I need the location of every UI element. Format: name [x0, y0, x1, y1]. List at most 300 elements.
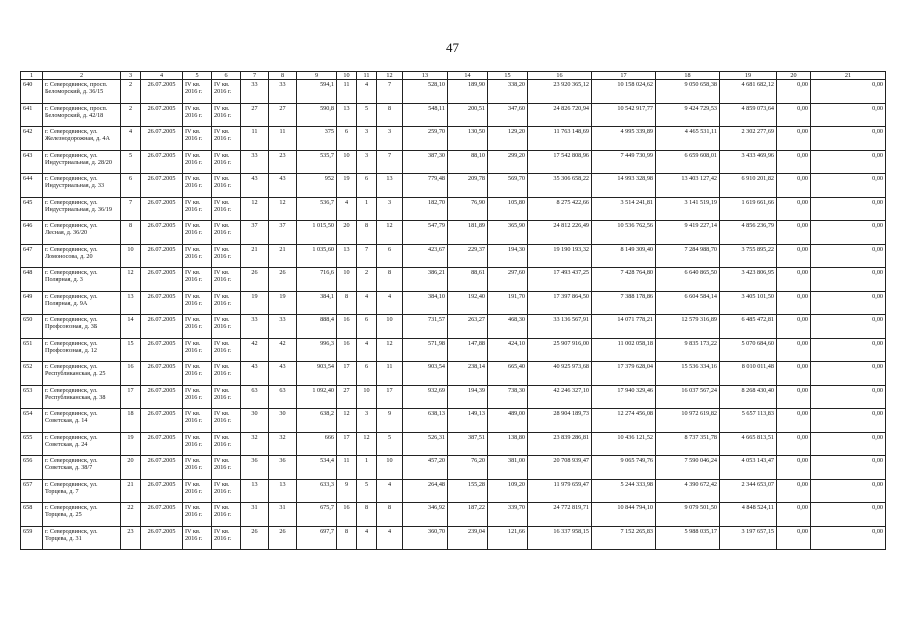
table-cell: IV кв. 2016 г.: [183, 127, 212, 151]
table-cell: 535,7: [297, 150, 337, 174]
table-cell: 384,1: [297, 291, 337, 315]
table-cell: IV кв. 2016 г.: [183, 503, 212, 527]
table-cell: 15: [121, 338, 141, 362]
table-cell: 238,14: [448, 362, 488, 386]
column-number: 8: [269, 72, 297, 80]
table-cell: 13: [377, 174, 403, 198]
table-cell: 23 839 286,81: [528, 432, 592, 456]
table-cell: 645: [21, 197, 43, 221]
table-cell: 138,80: [488, 432, 528, 456]
table-cell: 9 419 227,14: [656, 221, 720, 245]
table-cell: 239,04: [448, 526, 488, 550]
table-cell: 20: [121, 456, 141, 480]
table-cell: IV кв. 2016 г.: [212, 526, 241, 550]
table-cell: 8 275 422,66: [528, 197, 592, 221]
table-cell: IV кв. 2016 г.: [183, 244, 212, 268]
table-cell: IV кв. 2016 г.: [183, 479, 212, 503]
table-cell: 932,69: [403, 385, 448, 409]
table-row: [21, 432, 886, 456]
table-row: [21, 174, 886, 198]
table-cell: 13: [121, 291, 141, 315]
table-row: [21, 150, 886, 174]
table-cell: 3: [357, 150, 377, 174]
table-cell: 0,00: [777, 456, 811, 480]
table-cell: 26.07.2005: [141, 385, 183, 409]
table-cell: 18: [121, 409, 141, 433]
table-row: [21, 503, 886, 527]
table-cell: 347,60: [488, 103, 528, 127]
column-number: 20: [777, 72, 811, 80]
table-cell: 129,20: [488, 127, 528, 151]
table-cell: 641: [21, 103, 43, 127]
table-cell: IV кв. 2016 г.: [183, 315, 212, 339]
table-cell: 36: [269, 456, 297, 480]
table-cell: 5 244 333,98: [592, 479, 656, 503]
table-cell: 779,48: [403, 174, 448, 198]
table-cell: 1 015,50: [297, 221, 337, 245]
table-cell: 0,00: [777, 432, 811, 456]
table-cell: 155,28: [448, 479, 488, 503]
table-cell: 647: [21, 244, 43, 268]
table-cell: 26.07.2005: [141, 221, 183, 245]
table-row: [21, 103, 886, 127]
table-cell: 13: [337, 103, 357, 127]
table-cell: IV кв. 2016 г.: [212, 362, 241, 386]
table-cell: 17 542 808,96: [528, 150, 592, 174]
table-cell: 640: [21, 80, 43, 104]
address-cell: г. Северодвинск, ул. Советская, д. 24: [43, 432, 121, 456]
table-cell: 16 337 958,15: [528, 526, 592, 550]
table-cell: 26: [241, 268, 269, 292]
table-cell: 651: [21, 338, 43, 362]
address-cell: г. Северодвинск, ул. Торцева, д. 31: [43, 526, 121, 550]
table-cell: 20 708 939,47: [528, 456, 592, 480]
table-cell: 903,54: [403, 362, 448, 386]
table-cell: 590,8: [297, 103, 337, 127]
table-cell: 30: [269, 409, 297, 433]
table-cell: 13: [337, 244, 357, 268]
table-cell: 0,00: [811, 362, 886, 386]
table-cell: 27: [337, 385, 357, 409]
table-cell: 10 436 121,52: [592, 432, 656, 456]
table-cell: 21: [269, 244, 297, 268]
table-cell: 8: [337, 291, 357, 315]
table-cell: 0,00: [777, 150, 811, 174]
table-cell: 27: [241, 103, 269, 127]
table-cell: 0,00: [777, 197, 811, 221]
table-cell: 338,20: [488, 80, 528, 104]
table-cell: IV кв. 2016 г.: [212, 174, 241, 198]
table-cell: 8 010 011,48: [720, 362, 777, 386]
column-number: 15: [488, 72, 528, 80]
table-cell: 3: [377, 197, 403, 221]
table-cell: 6 485 472,81: [720, 315, 777, 339]
table-cell: 8 737 351,78: [656, 432, 720, 456]
table-cell: 42: [269, 338, 297, 362]
table-cell: 12: [377, 338, 403, 362]
table-cell: 888,4: [297, 315, 337, 339]
table-cell: 11: [241, 127, 269, 151]
table-cell: 6 640 865,50: [656, 268, 720, 292]
table-cell: 17: [337, 432, 357, 456]
table-cell: 26: [269, 526, 297, 550]
table-cell: 13 403 127,42: [656, 174, 720, 198]
table-cell: 14 993 328,98: [592, 174, 656, 198]
table-cell: 4 681 682,12: [720, 80, 777, 104]
table-cell: 8: [377, 268, 403, 292]
table-cell: 105,80: [488, 197, 528, 221]
table-cell: 8: [377, 503, 403, 527]
table-cell: 19: [241, 291, 269, 315]
table-cell: 0,00: [777, 479, 811, 503]
table-cell: 209,78: [448, 174, 488, 198]
address-cell: г. Северодвинск, просп. Беломорский, д. 42/18: [43, 103, 121, 127]
table-row: [21, 244, 886, 268]
table-row: [21, 221, 886, 245]
table-cell: 650: [21, 315, 43, 339]
table-cell: 903,54: [297, 362, 337, 386]
table-cell: 0,00: [777, 221, 811, 245]
table-cell: 23: [121, 526, 141, 550]
column-number: 11: [357, 72, 377, 80]
table-cell: 457,20: [403, 456, 448, 480]
table-cell: 656: [21, 456, 43, 480]
table-cell: 33: [269, 80, 297, 104]
table-cell: 76,90: [448, 197, 488, 221]
table-cell: 12: [269, 197, 297, 221]
table-cell: 16 037 567,24: [656, 385, 720, 409]
table-cell: 9 050 658,38: [656, 80, 720, 104]
table-cell: 19: [337, 174, 357, 198]
table-cell: 424,10: [488, 338, 528, 362]
table-cell: 264,48: [403, 479, 448, 503]
table-row: [21, 80, 886, 104]
table-cell: 26: [241, 526, 269, 550]
table-cell: 644: [21, 174, 43, 198]
table-cell: 594,1: [297, 80, 337, 104]
table-cell: 10 844 794,10: [592, 503, 656, 527]
table-cell: 20: [337, 221, 357, 245]
table-cell: IV кв. 2016 г.: [212, 338, 241, 362]
table-cell: 37: [241, 221, 269, 245]
table-cell: 1 035,60: [297, 244, 337, 268]
table-cell: 4 465 531,11: [656, 127, 720, 151]
table-cell: 0,00: [811, 174, 886, 198]
table-cell: 4 848 524,11: [720, 503, 777, 527]
table-cell: 4: [377, 479, 403, 503]
table-cell: 8 268 430,40: [720, 385, 777, 409]
table-cell: 37: [269, 221, 297, 245]
table-cell: 299,20: [488, 150, 528, 174]
table-cell: 43: [269, 174, 297, 198]
table-cell: 7 428 764,80: [592, 268, 656, 292]
table-cell: 26.07.2005: [141, 291, 183, 315]
table-cell: 386,21: [403, 268, 448, 292]
table-cell: 489,00: [488, 409, 528, 433]
table-cell: 10: [377, 456, 403, 480]
table-cell: 3 755 895,22: [720, 244, 777, 268]
table-row: [21, 338, 886, 362]
table-cell: 63: [269, 385, 297, 409]
table-cell: IV кв. 2016 г.: [212, 456, 241, 480]
column-number: 5: [183, 72, 212, 80]
table-cell: 6: [357, 315, 377, 339]
address-cell: г. Северодвинск, ул. Лесная, д. 36/20: [43, 221, 121, 245]
table-cell: IV кв. 2016 г.: [183, 80, 212, 104]
table-cell: 88,61: [448, 268, 488, 292]
table-cell: 121,66: [488, 526, 528, 550]
table-cell: IV кв. 2016 г.: [183, 150, 212, 174]
page-number: 47: [446, 40, 459, 55]
table-cell: 0,00: [811, 338, 886, 362]
table-cell: 26: [269, 268, 297, 292]
table-cell: 17 397 864,50: [528, 291, 592, 315]
table-cell: 3 405 101,50: [720, 291, 777, 315]
housing-register-table: [20, 71, 886, 550]
table-cell: 642: [21, 127, 43, 151]
table-cell: 4 665 813,51: [720, 432, 777, 456]
table-cell: IV кв. 2016 г.: [212, 315, 241, 339]
table-cell: 3 423 806,95: [720, 268, 777, 292]
table-cell: 5: [357, 103, 377, 127]
table-cell: 697,7: [297, 526, 337, 550]
table-cell: 6: [357, 362, 377, 386]
table-cell: 21: [121, 479, 141, 503]
table-cell: 23: [269, 150, 297, 174]
table-cell: IV кв. 2016 г.: [212, 409, 241, 433]
table-cell: 1: [357, 456, 377, 480]
table-cell: 468,30: [488, 315, 528, 339]
table-cell: 9: [377, 409, 403, 433]
table-cell: IV кв. 2016 г.: [183, 385, 212, 409]
table-cell: 0,00: [811, 127, 886, 151]
table-cell: 26.07.2005: [141, 503, 183, 527]
table-cell: 2 344 653,07: [720, 479, 777, 503]
table-cell: 14 071 778,21: [592, 315, 656, 339]
table-cell: IV кв. 2016 г.: [212, 221, 241, 245]
column-number: 2: [43, 72, 121, 80]
table-cell: 9 424 729,53: [656, 103, 720, 127]
table-cell: 9 079 501,50: [656, 503, 720, 527]
address-cell: г. Северодвинск, ул. Советская, д. 14: [43, 409, 121, 433]
table-cell: 30: [241, 409, 269, 433]
table-cell: 0,00: [811, 385, 886, 409]
table-cell: IV кв. 2016 г.: [212, 291, 241, 315]
table-cell: IV кв. 2016 г.: [212, 268, 241, 292]
table-row: [21, 315, 886, 339]
table-cell: 263,27: [448, 315, 488, 339]
table-cell: 534,4: [297, 456, 337, 480]
address-cell: г. Северодвинск, ул. Индустриальная, д. 28/20: [43, 150, 121, 174]
table-cell: 11: [337, 80, 357, 104]
table-cell: 652: [21, 362, 43, 386]
table-cell: 6: [377, 244, 403, 268]
table-cell: 665,40: [488, 362, 528, 386]
table-cell: 387,30: [403, 150, 448, 174]
table-cell: 0,00: [811, 456, 886, 480]
table-cell: 0,00: [777, 409, 811, 433]
table-cell: 43: [269, 362, 297, 386]
table-cell: 17: [337, 362, 357, 386]
table-row: [21, 456, 886, 480]
table-cell: 149,13: [448, 409, 488, 433]
table-cell: 0,00: [811, 197, 886, 221]
table-cell: 17 379 628,04: [592, 362, 656, 386]
table-cell: 25 907 916,00: [528, 338, 592, 362]
column-number: 6: [212, 72, 241, 80]
table-cell: 10: [377, 315, 403, 339]
table-cell: 4 995 339,89: [592, 127, 656, 151]
table-cell: 6: [337, 127, 357, 151]
table-cell: 675,7: [297, 503, 337, 527]
table-cell: 11 763 148,69: [528, 127, 592, 151]
table-cell: 22: [121, 503, 141, 527]
table-cell: 7 590 046,24: [656, 456, 720, 480]
table-cell: 4 390 672,42: [656, 479, 720, 503]
table-cell: 5: [121, 150, 141, 174]
table-cell: 26.07.2005: [141, 338, 183, 362]
address-cell: г. Северодвинск, ул. Республиканская, д. 25: [43, 362, 121, 386]
table-cell: 10: [337, 268, 357, 292]
table-cell: 43: [241, 362, 269, 386]
table-cell: 194,39: [448, 385, 488, 409]
table-cell: IV кв. 2016 г.: [183, 103, 212, 127]
table-cell: 42: [241, 338, 269, 362]
table-cell: 182,70: [403, 197, 448, 221]
table-cell: 0,00: [811, 221, 886, 245]
table-cell: 109,20: [488, 479, 528, 503]
table-cell: 5: [377, 432, 403, 456]
table-cell: 339,70: [488, 503, 528, 527]
column-number: 13: [403, 72, 448, 80]
table-cell: 952: [297, 174, 337, 198]
table-cell: 26.07.2005: [141, 80, 183, 104]
table-cell: 6 659 608,01: [656, 150, 720, 174]
table-cell: 7: [357, 244, 377, 268]
table-cell: IV кв. 2016 г.: [183, 526, 212, 550]
table-cell: 6 604 584,14: [656, 291, 720, 315]
column-number: 17: [592, 72, 656, 80]
table-cell: 21: [241, 244, 269, 268]
table-row: [21, 197, 886, 221]
table-cell: 547,79: [403, 221, 448, 245]
table-cell: 28 904 189,73: [528, 409, 592, 433]
table-cell: 0,00: [777, 80, 811, 104]
address-cell: г. Северодвинск, ул. Индустриальная, д. 33: [43, 174, 121, 198]
table-cell: 7: [377, 80, 403, 104]
table-cell: 3 514 241,81: [592, 197, 656, 221]
table-cell: 9 835 173,22: [656, 338, 720, 362]
table-cell: 13: [269, 479, 297, 503]
column-number: 4: [141, 72, 183, 80]
table-cell: 27: [269, 103, 297, 127]
table-cell: 657: [21, 479, 43, 503]
table-cell: 0,00: [811, 409, 886, 433]
table-cell: 11 002 058,18: [592, 338, 656, 362]
table-cell: 26.07.2005: [141, 432, 183, 456]
table-cell: 26.07.2005: [141, 456, 183, 480]
table-cell: 8: [121, 221, 141, 245]
table-row: [21, 479, 886, 503]
table-cell: 5 657 113,83: [720, 409, 777, 433]
column-number: 18: [656, 72, 720, 80]
table-cell: IV кв. 2016 г.: [183, 338, 212, 362]
table-cell: 0,00: [777, 127, 811, 151]
table-cell: 4 859 073,64: [720, 103, 777, 127]
table-cell: 11: [337, 456, 357, 480]
table-cell: 12 579 316,89: [656, 315, 720, 339]
column-number: 16: [528, 72, 592, 80]
table-cell: 716,6: [297, 268, 337, 292]
table-cell: 2: [121, 103, 141, 127]
table-cell: IV кв. 2016 г.: [183, 221, 212, 245]
table-cell: 7: [121, 197, 141, 221]
table-cell: 192,40: [448, 291, 488, 315]
table-cell: 1 092,40: [297, 385, 337, 409]
table-cell: 0,00: [811, 432, 886, 456]
table-cell: 536,7: [297, 197, 337, 221]
table-cell: 387,51: [448, 432, 488, 456]
table-cell: 24 812 226,49: [528, 221, 592, 245]
table-cell: 731,57: [403, 315, 448, 339]
table-cell: 130,50: [448, 127, 488, 151]
table-cell: 4: [121, 127, 141, 151]
table-cell: 384,10: [403, 291, 448, 315]
table-cell: IV кв. 2016 г.: [212, 127, 241, 151]
table-cell: 0,00: [811, 526, 886, 550]
table-cell: 0,00: [777, 315, 811, 339]
table-cell: 17: [121, 385, 141, 409]
table-cell: 1: [357, 197, 377, 221]
column-number: 19: [720, 72, 777, 80]
table-cell: 7 388 178,86: [592, 291, 656, 315]
table-cell: 5: [357, 479, 377, 503]
table-cell: 0,00: [777, 174, 811, 198]
table-cell: 0,00: [777, 103, 811, 127]
column-number: 7: [241, 72, 269, 80]
table-cell: 16: [337, 315, 357, 339]
table-cell: 4: [357, 80, 377, 104]
address-cell: г. Северодвинск, ул. Торцева, д. 7: [43, 479, 121, 503]
table-cell: 10 536 762,56: [592, 221, 656, 245]
table-cell: 2 302 277,69: [720, 127, 777, 151]
table-cell: 3: [357, 409, 377, 433]
table-cell: 381,00: [488, 456, 528, 480]
table-cell: 36: [241, 456, 269, 480]
table-cell: 76,20: [448, 456, 488, 480]
table-cell: IV кв. 2016 г.: [183, 174, 212, 198]
address-cell: г. Северодвинск, ул. Республиканская, д. 38: [43, 385, 121, 409]
table-cell: 5 988 035,17: [656, 526, 720, 550]
table-cell: 0,00: [777, 503, 811, 527]
table-cell: 181,89: [448, 221, 488, 245]
table-cell: 88,10: [448, 150, 488, 174]
column-number: 3: [121, 72, 141, 80]
table-cell: 11 979 659,47: [528, 479, 592, 503]
table-cell: 346,92: [403, 503, 448, 527]
table-cell: 26.07.2005: [141, 150, 183, 174]
column-number: 14: [448, 72, 488, 80]
table-cell: 0,00: [811, 268, 886, 292]
table-row: [21, 127, 886, 151]
table-cell: 42 246 327,10: [528, 385, 592, 409]
table-cell: IV кв. 2016 г.: [212, 197, 241, 221]
table-cell: IV кв. 2016 г.: [212, 503, 241, 527]
table-cell: 12: [357, 432, 377, 456]
table-cell: 26.07.2005: [141, 479, 183, 503]
table-cell: 19: [269, 291, 297, 315]
table-cell: 19 190 193,32: [528, 244, 592, 268]
